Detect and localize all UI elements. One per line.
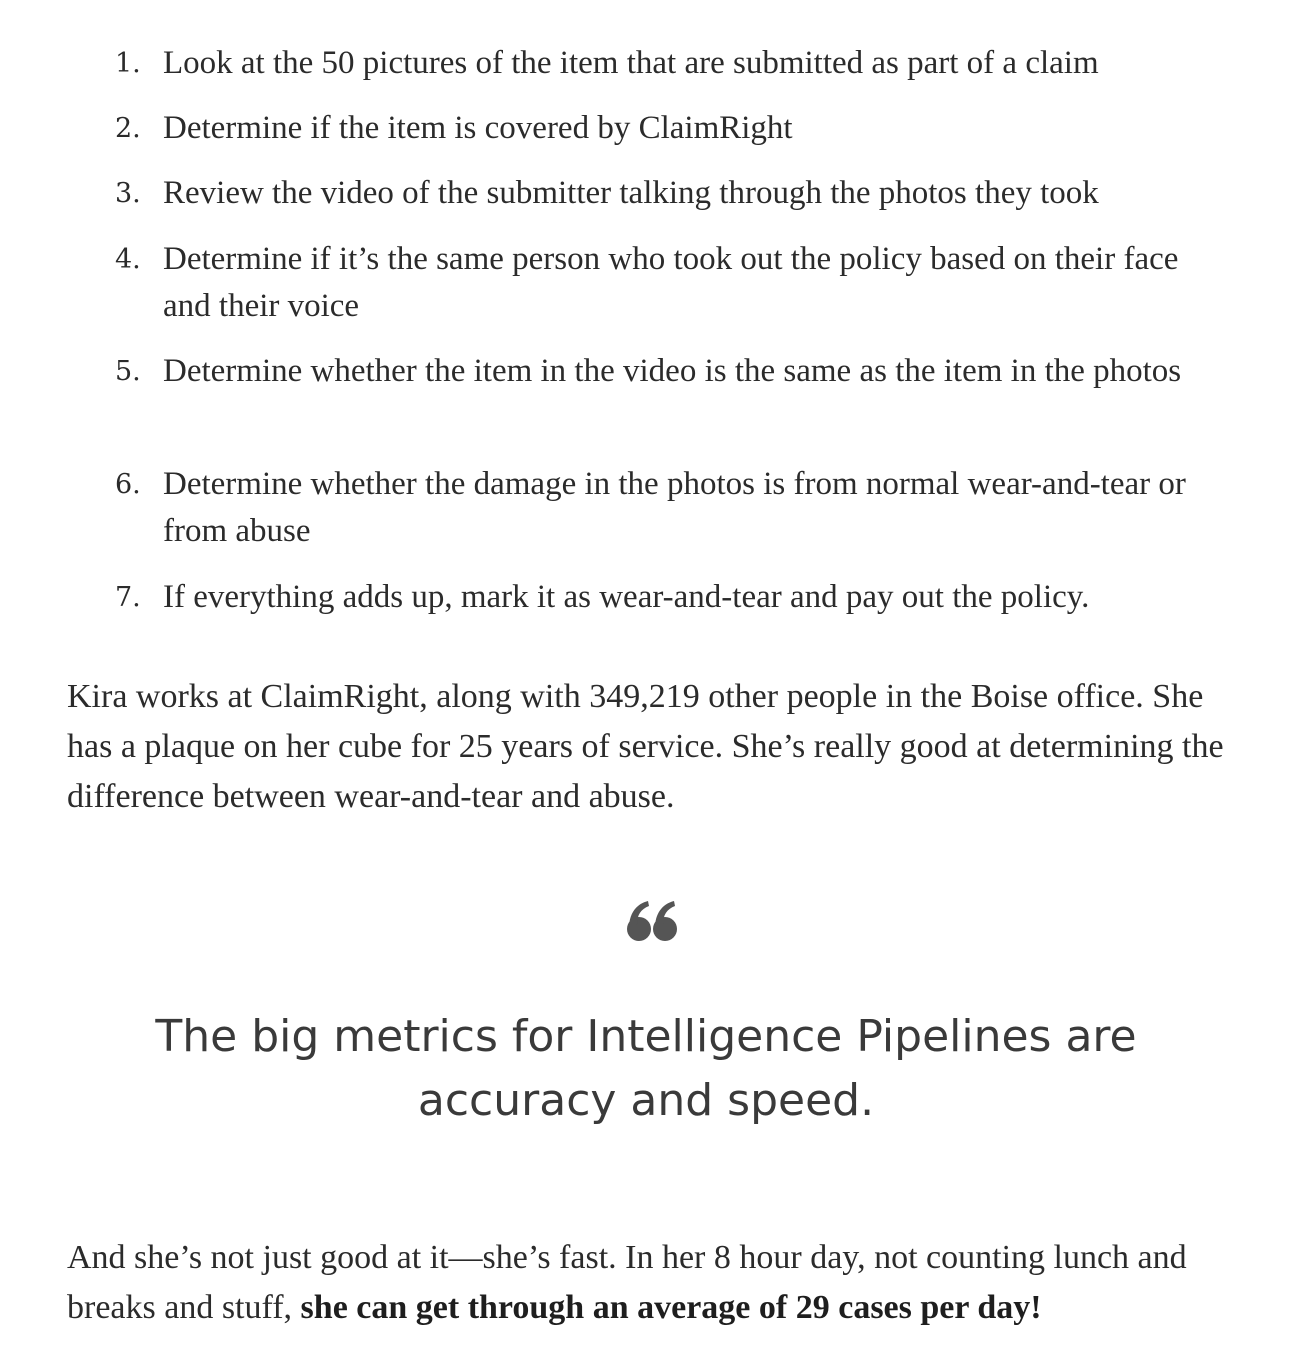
- step-number: 6.: [115, 469, 141, 500]
- paragraph-speed-bold: she can get through an average of 29 cases per day!: [300, 1289, 1042, 1326]
- pull-quote: The big metrics for Intelligence Pipelines are accuracy and speed.: [155, 1011, 1137, 1126]
- step-number: 2.: [115, 113, 141, 144]
- paragraph-speed: [67, 1233, 1242, 1333]
- step-text: Review the video of the submitter talking through the photos they took: [163, 175, 1099, 211]
- quote-mark-icon: [626, 898, 678, 944]
- paragraph-kira-intro: Kira works at ClaimRight, along with 349,219 other people in the Boise office. She has a plaque on her cube for 25 years of service. She’s really good at determining the difference between wear-and-tear and abuse.: [67, 678, 1224, 815]
- step-text: Determine if it’s the same person who took out the policy based on their face and their voice: [163, 241, 1179, 324]
- step-text: If everything adds up, mark it as wear-and-tear and pay out the policy.: [163, 579, 1090, 615]
- step-number: 5.: [115, 356, 141, 387]
- step-number: 4.: [115, 244, 141, 275]
- step-number: 3.: [115, 178, 141, 209]
- step-text: Determine whether the item in the video is the same as the item in the photos: [163, 353, 1182, 389]
- paragraph-speed-text: And she’s not just good at it—she’s fast. In her 8 hour day, not counting lunch and breaks and stuff,: [67, 1239, 1187, 1326]
- step-text: Determine if the item is covered by ClaimRight: [163, 110, 793, 146]
- step-number: 7.: [115, 582, 141, 613]
- step-text: Look at the 50 pictures of the item that are submitted as part of a claim: [163, 45, 1099, 81]
- step-number: 1.: [115, 48, 141, 79]
- step-text: Determine whether the damage in the photos is from normal wear-and-tear or from abuse: [163, 466, 1186, 549]
